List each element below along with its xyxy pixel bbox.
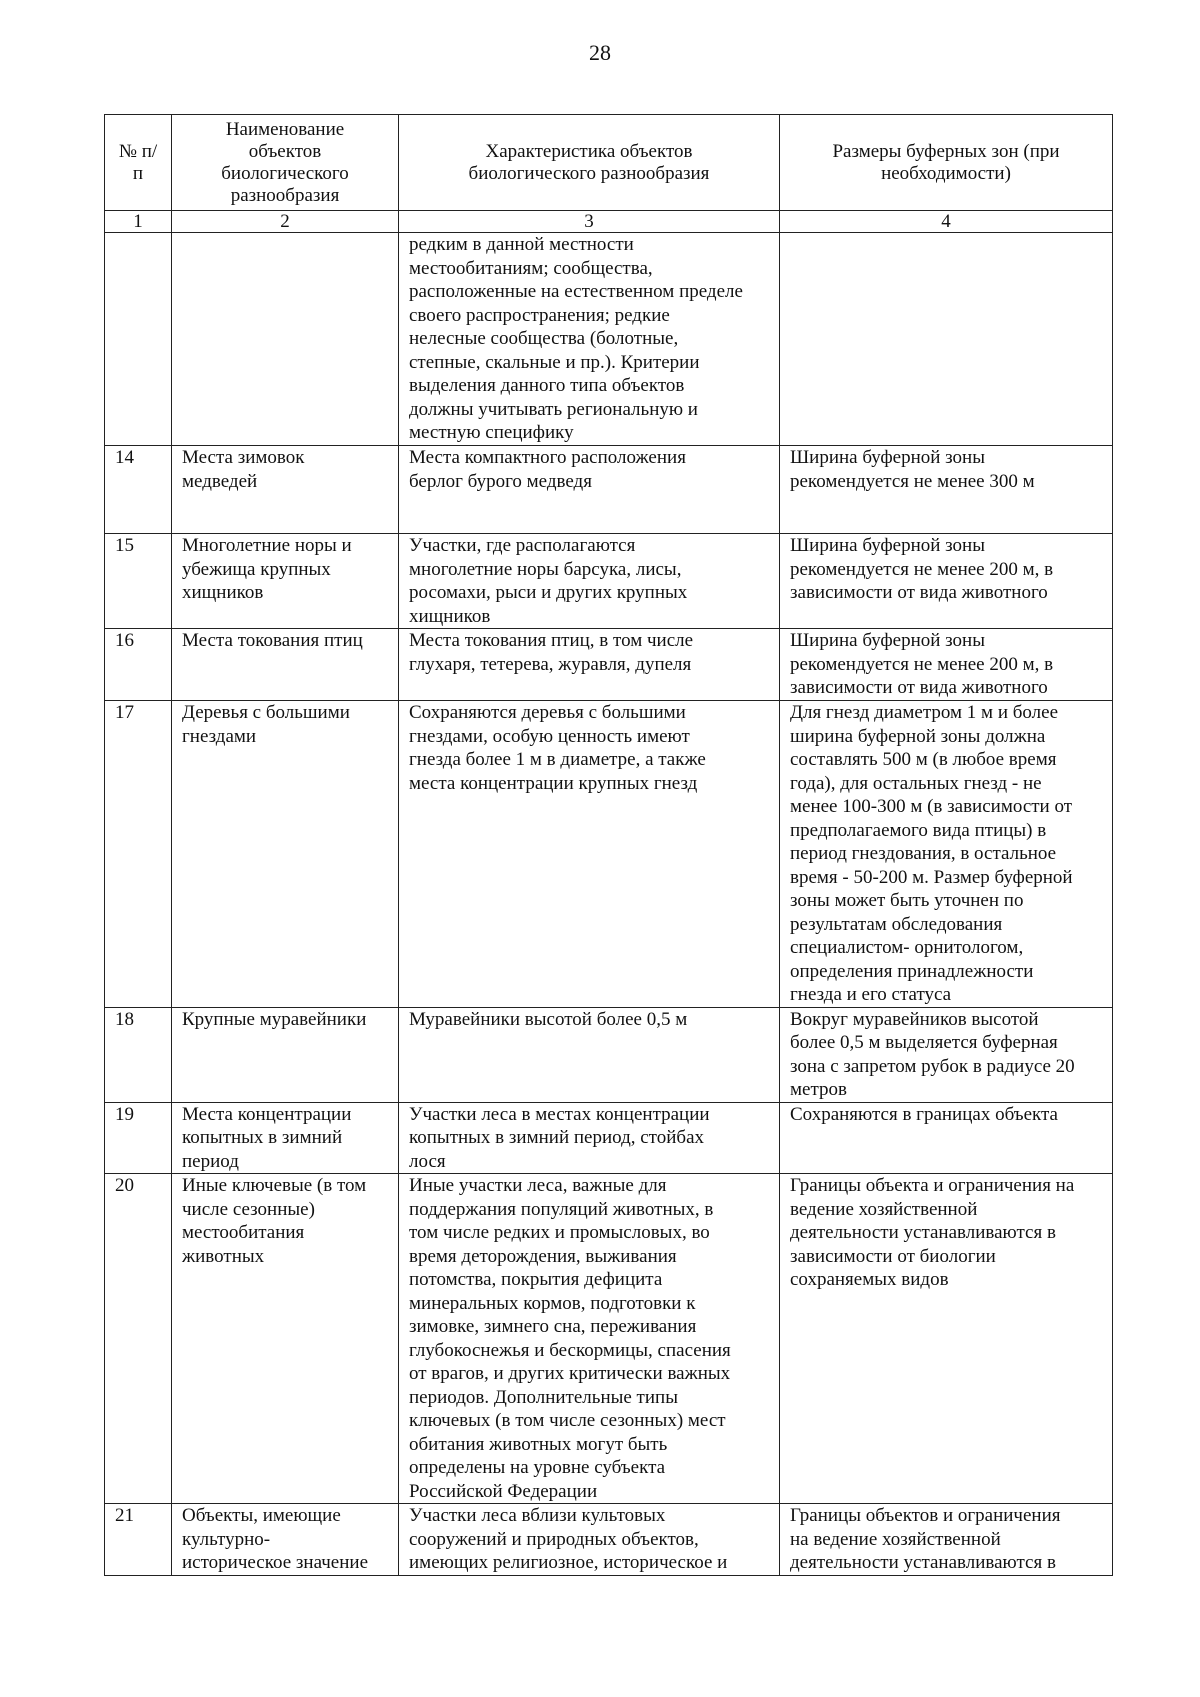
object-name: Деревья с большими гнездами: [172, 701, 399, 1008]
column-number: 3: [399, 211, 780, 233]
buffer-zone: [780, 233, 1113, 446]
column-number: 1: [105, 211, 172, 233]
table-row: [105, 1504, 1113, 1576]
row-number: 15: [105, 534, 172, 629]
object-description: Места компактного расположения берлог бурого медведя: [399, 446, 780, 534]
header-number: № п/ п: [105, 115, 172, 211]
object-name: Иные ключевые (в том числе сезонные) местообитания животных: [172, 1174, 399, 1504]
object-description: Места токования птиц, в том числе глухаря, тетерева, журавля, дупеля: [399, 629, 780, 701]
table-row: [105, 1174, 1113, 1504]
object-name: Крупные муравейники: [172, 1007, 399, 1102]
buffer-zone: Ширина буферной зоны рекомендуется не менее 300 м: [780, 446, 1113, 534]
object-description: Участки леса вблизи культовых сооружений и природных объектов, имеющих религиозное, историческое и: [399, 1504, 780, 1576]
column-number: 4: [780, 211, 1113, 233]
row-number: 19: [105, 1102, 172, 1174]
row-number: 16: [105, 629, 172, 701]
buffer-zone: Вокруг муравейников высотой более 0,5 м выделяется буферная зона с запретом рубок в радиусе 20 метров: [780, 1007, 1113, 1102]
object-description: Иные участки леса, важные для поддержания популяций животных, в том числе редких и промысловых, во время деторождения, выживания потомства, покрытия дефицита минеральных кормов, подготовки к зимовке, зимнего сна, переживания глубокоснежья и бескормицы, спасения от врагов, и других критически важных периодов. Дополнительные типы ключевых (в том числе сезонных) мест обитания животных могут быть определены на уровне субъекта Российской Федерации: [399, 1174, 780, 1504]
object-description: Муравейники высотой более 0,5 м: [399, 1007, 780, 1102]
buffer-zone: Ширина буферной зоны рекомендуется не менее 200 м, в зависимости от вида животного: [780, 534, 1113, 629]
row-number: 14: [105, 446, 172, 534]
object-name: Места зимовок медведей: [172, 446, 399, 534]
table-row: [105, 1102, 1113, 1174]
table-row: [105, 534, 1113, 629]
buffer-zone: Границы объектов и ограничения на ведение хозяйственной деятельности устанавливаются в: [780, 1504, 1113, 1576]
object-name: Многолетние норы и убежища крупных хищников: [172, 534, 399, 629]
object-description: Участки, где располагаются многолетние норы барсука, лисы, росомахи, рыси и других крупных хищников: [399, 534, 780, 629]
row-number: 20: [105, 1174, 172, 1504]
object-name: Места токования птиц: [172, 629, 399, 701]
row-number: 21: [105, 1504, 172, 1576]
object-description: Сохраняются деревья с большими гнездами, особую ценность имеют гнезда более 1 м в диаметре, а также места концентрации крупных гнезд: [399, 701, 780, 1008]
table-row: [105, 233, 1113, 446]
page-number: 28: [589, 40, 611, 65]
object-name: Объекты, имеющие культурно- историческое значение: [172, 1504, 399, 1576]
table-row: [105, 446, 1113, 534]
buffer-zone: Для гнезд диаметром 1 м и более ширина буферной зоны должна составлять 500 м (в любое время года), для остальных гнезд - не менее 100-300 м (в зависимости от предполагаемого вида птицы) в период гнездования, в остальное время - 50-200 м. Размер буферной зоны может быть уточнен по результатам обследования специалистом- орнитологом, определения принадлежности гнезда и его статуса: [780, 701, 1113, 1008]
header-object-name: Наименование объектов биологического разнообразия: [172, 115, 399, 211]
biodiversity-objects-table: [104, 114, 1113, 1576]
buffer-zone: Ширина буферной зоны рекомендуется не менее 200 м, в зависимости от вида животного: [780, 629, 1113, 701]
header-object-characteristics: Характеристика объектов биологического разнообразия: [399, 115, 780, 211]
table-row: [105, 701, 1113, 1008]
buffer-zone: Границы объекта и ограничения на ведение хозяйственной деятельности устанавливаются в зависимости от биологии сохраняемых видов: [780, 1174, 1113, 1504]
column-number: 2: [172, 211, 399, 233]
header-buffer-zone-size: Размеры буферных зон (при необходимости): [780, 115, 1113, 211]
row-number: 17: [105, 701, 172, 1008]
row-number: 18: [105, 1007, 172, 1102]
table-row: [105, 629, 1113, 701]
table-row: [105, 1007, 1113, 1102]
object-description: Участки леса в местах концентрации копытных в зимний период, стойбах лося: [399, 1102, 780, 1174]
object-name: Места концентрации копытных в зимний период: [172, 1102, 399, 1174]
row-number: [105, 233, 172, 446]
column-number-row: [105, 211, 1113, 233]
object-name: [172, 233, 399, 446]
table-header-row: [105, 115, 1113, 211]
buffer-zone: Сохраняются в границах объекта: [780, 1102, 1113, 1174]
object-description: редким в данной местности местообитаниям; сообщества, расположенные на естественном пределе своего распространения; редкие нелесные сообщества (болотные, степные, скальные и пр.). Критерии выделения данного типа объектов должны учитывать региональную и местную специфику: [399, 233, 780, 446]
